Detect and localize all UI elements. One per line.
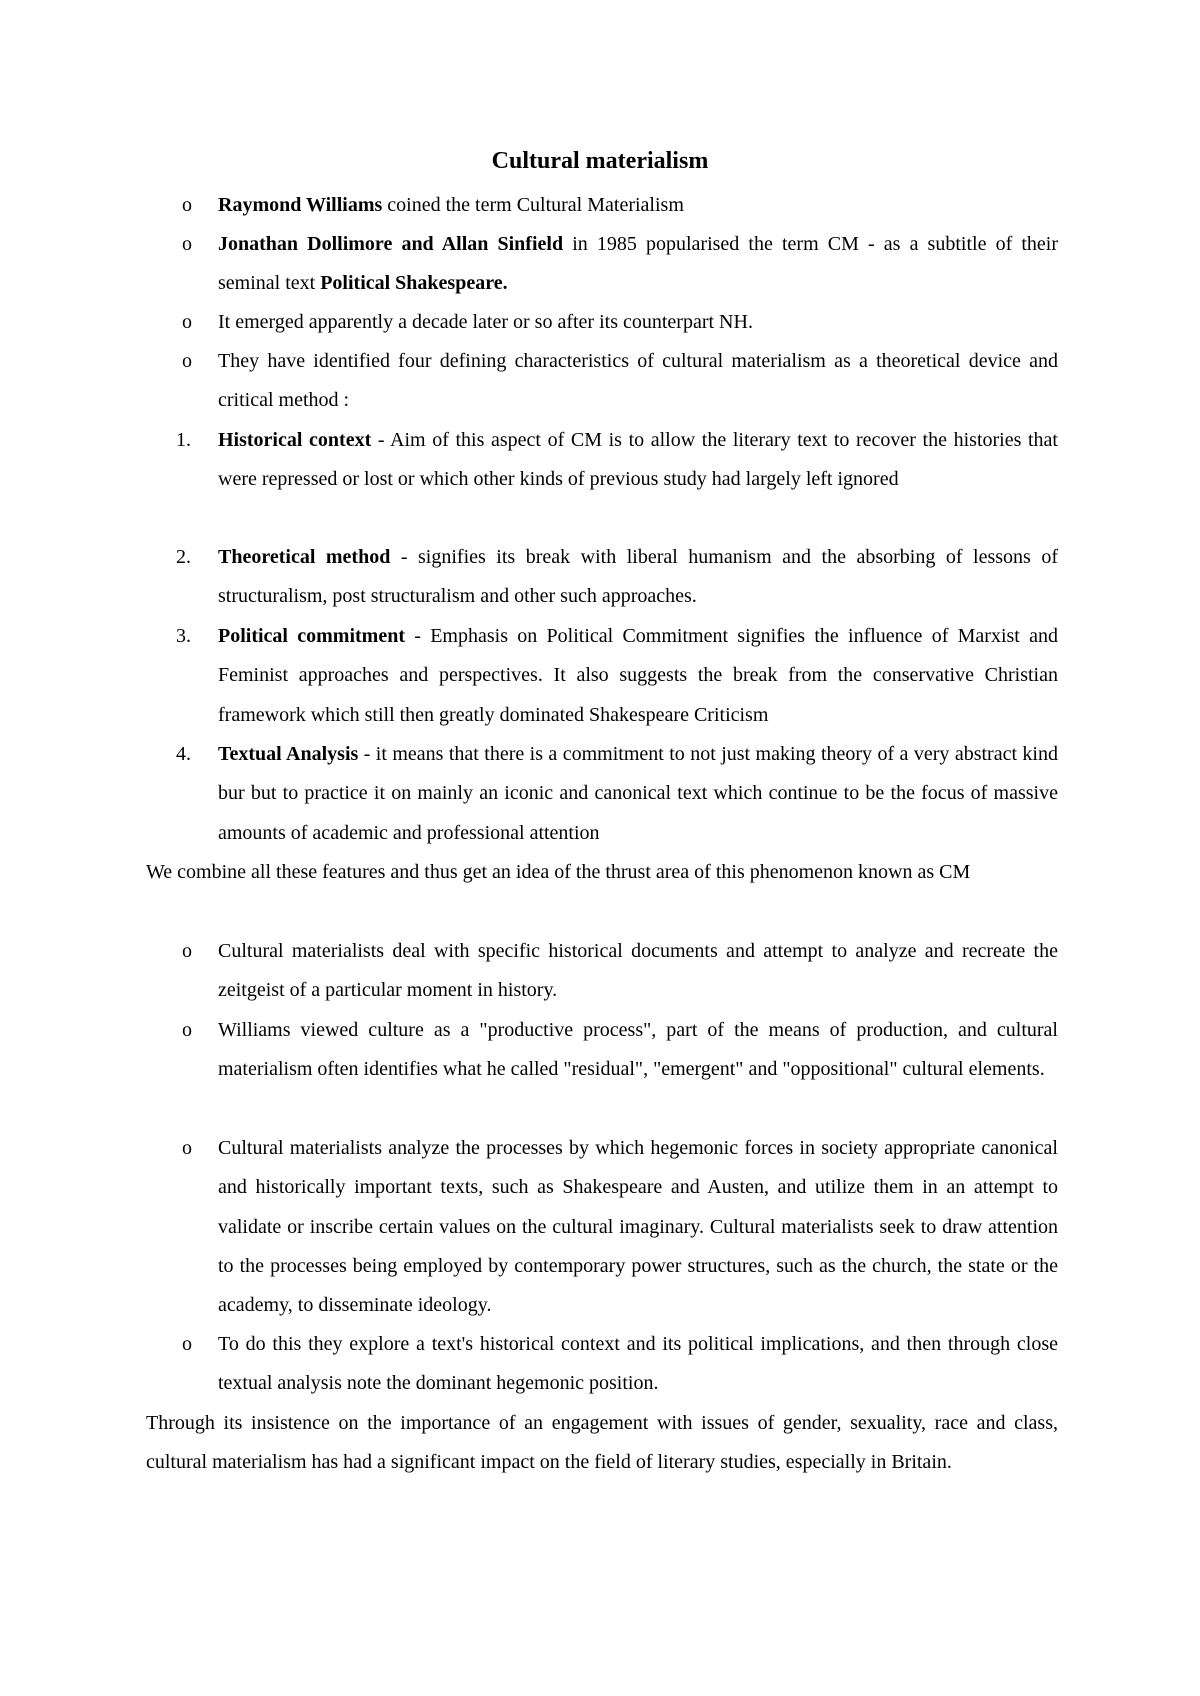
list-item-text: Cultural materialists analyze the processes by which hegemonic forces in society appropriate canonical and historically important texts, such as Shakespeare and Austen, and utilize them in an attempt to validate or inscribe certain values on the cultural imaginary. Cultural materialists seek to draw attention to the processes being employed by contemporary power structures, such as the church, the state or the academy, to disseminate ideology. <box>218 1137 1058 1317</box>
list-item-text <box>218 421 1058 500</box>
paragraph: Through its insistence on the importance of an engagement with issues of gender, sexuality, race and class, cultural materialism has had a significant impact on the field of literary studies, especially in Britain. <box>146 1412 1058 1474</box>
bold-term: Theoretical method <box>218 546 391 568</box>
item-body: - it means that there is a commitment to not just making theory of a very abstract kind bur but to practice it on mainly an iconic and canonical text which continue to be the focus of massive amounts of academic and professional attention <box>218 743 1058 844</box>
bullet-marker: o <box>182 350 192 372</box>
list-item-text <box>218 617 1058 735</box>
bullet-marker: o <box>182 1137 192 1159</box>
bold-term: Textual Analysis <box>218 743 359 765</box>
item-body: - Aim of this aspect of CM is to allow the literary text to recover the histories that were repressed or lost or which other kinds of previous study had largely left ignored <box>218 429 1058 491</box>
number-marker: 4. <box>176 743 191 765</box>
paragraph: We combine all these features and thus get an idea of the thrust area of this phenomenon known as CM <box>146 861 971 883</box>
list-item-text <box>218 538 1058 617</box>
list-item-text <box>218 225 1058 304</box>
bold-term: Raymond Williams <box>218 194 383 216</box>
number-marker: 1. <box>176 429 191 451</box>
list-item-text <box>218 186 1058 225</box>
bullet-marker: o <box>182 940 192 962</box>
number-marker: 2. <box>176 546 191 568</box>
page-title: Cultural materialism <box>491 148 709 174</box>
bullet-marker: o <box>182 1019 192 1041</box>
list-item-text: Williams viewed culture as a "productive process", part of the means of production, and cultural materialism often identifies what he called "residual", "emergent" and "oppositional" cultural elements. <box>218 1019 1058 1081</box>
bold-term: Political commitment <box>218 625 405 647</box>
list-item-text: Cultural materialists deal with specific historical documents and attempt to analyze and recreate the zeitgeist of a particular moment in history. <box>218 940 1058 1002</box>
bullet-marker: o <box>182 311 192 333</box>
bullet-marker: o <box>182 1333 192 1355</box>
bullet-marker: o <box>182 194 192 216</box>
list-item-text <box>218 735 1058 853</box>
bold-title: Political Shakespeare. <box>320 272 508 295</box>
item-body: - signifies its break with liberal humanism and the absorbing of lessons of structuralism, post structuralism and other such approaches. <box>218 546 1058 608</box>
bold-term: Jonathan Dollimore and Allan Sinfield <box>218 233 564 255</box>
list-item-text: They have identified four defining characteristics of cultural materialism as a theoretical device and critical method : <box>218 350 1058 412</box>
bullet-marker: o <box>182 233 192 255</box>
list-item-text: It emerged apparently a decade later or so after its counterpart NH. <box>218 311 753 333</box>
item-body: - Emphasis on Political Commitment signifies the influence of Marxist and Feminist approaches and perspectives. It also suggests the break from the conservative Christian framework which still then greatly dominated Shakespeare Criticism <box>218 625 1059 726</box>
bold-term: Historical context <box>218 429 372 451</box>
list-item-text: To do this they explore a text's historical context and its political implications, and then through close textual analysis note the dominant hegemonic position. <box>218 1333 1058 1395</box>
item-body: in 1985 popularised the term CM - as a subtitle of their seminal text <box>218 233 1058 295</box>
number-marker: 3. <box>176 625 191 647</box>
item-body: coined the term Cultural Materialism <box>382 194 684 216</box>
